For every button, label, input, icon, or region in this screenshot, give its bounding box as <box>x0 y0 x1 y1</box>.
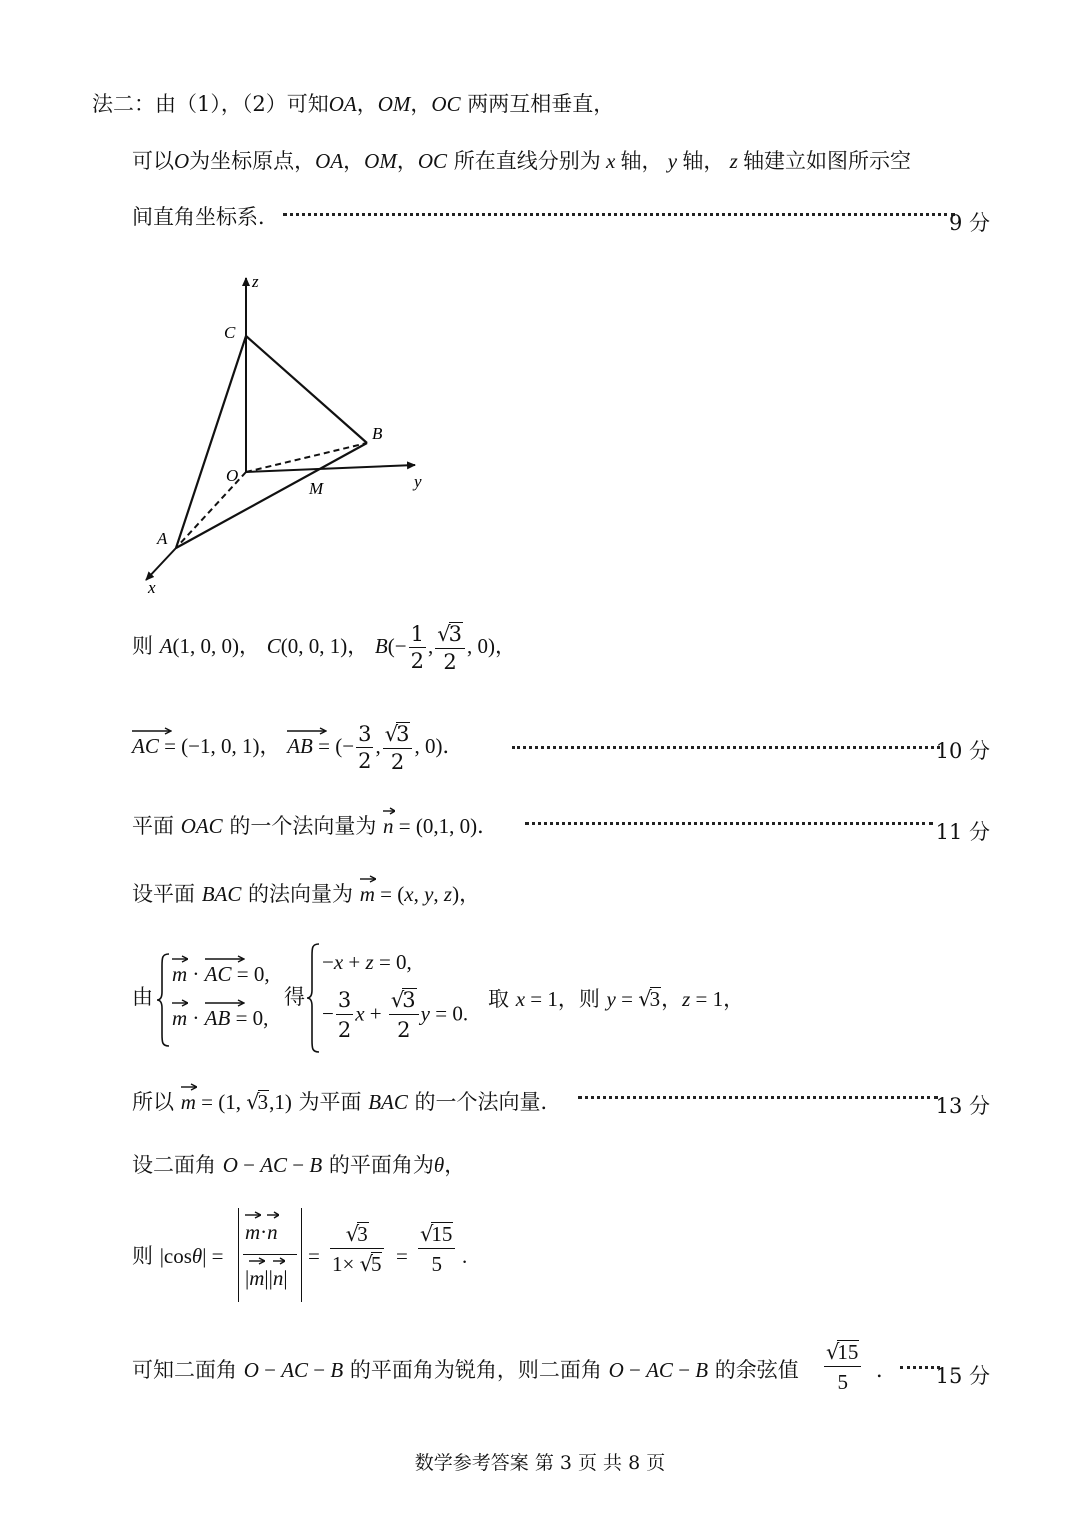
line-4: 则 A(1, 0, 0)， C(0, 0, 1)， B(− $\frac{1}{2}$ , $\frac{√3}{2}$ , 0)， <box>132 621 516 675</box>
score-15: 15 分 <box>935 1364 990 1388</box>
label-C: C <box>224 323 236 342</box>
line-9: 所以 m = (1, √3,1) 为平面 BAC 的一个法向量． <box>132 1090 562 1114</box>
leader-dots <box>578 1096 938 1099</box>
label-O: O <box>226 466 239 485</box>
line-5: AC = (−1, 0, 1)， AB = (− $\frac{3}{2}$ , $\frac{√3}{2}$ , 0)． <box>132 721 464 775</box>
label-x: x <box>148 578 156 597</box>
x-axis <box>146 548 176 580</box>
page-footer: 数学参考答案 第 3 页 共 8 页 <box>414 1452 666 1474</box>
line-10: 设二面角 O − AC − B 的平面角为θ， <box>132 1153 466 1177</box>
y-axis <box>246 465 415 472</box>
edge-CB <box>246 336 367 443</box>
label-M: M <box>309 479 324 498</box>
score-10: 10 分 <box>935 739 990 763</box>
line-3: 间直角坐标系． <box>132 205 279 229</box>
line-8: 由 m · AC = 0, m · AB = 0, 得 −x + z = 0, − $\frac{3}{2}$ x + $\frac{√3}{2}$ y = 0. 取 x = 1，则 y = √3，z = 1， <box>132 942 832 1054</box>
score-9: 9 分 <box>948 211 990 235</box>
leader-dots <box>283 213 955 216</box>
label-B: B <box>372 424 383 443</box>
label-z: z <box>252 272 259 291</box>
line-1: 法二：由（1），（2）可知OA，OM，OC 两两互相垂直， <box>92 92 615 116</box>
leader-dots <box>525 822 933 825</box>
label-A: A <box>157 529 168 548</box>
line-2: 可以O为坐标原点，OA，OM，OC 所在直线分别为 x 轴， y 轴， z 轴建立如图所示空 <box>132 149 912 173</box>
line-11: 则 |cosθ| = m ·n |m ||n | = $\frac{√3}{1\times √5}$ = $\frac{√15}{5}$ . <box>132 1208 732 1304</box>
score-11: 11 分 <box>935 820 990 844</box>
coordinate-figure <box>130 268 440 598</box>
line-6: 平面 OAC 的一个法向量为 n = (0,1, 0)． <box>132 816 498 837</box>
line-12: 可知二面角 O − AC − B 的平面角为锐角，则二面角 O − AC − B 的余弦值 $\frac{√15}{5}$ ． <box>132 1340 897 1395</box>
line-7: 设平面 BAC 的法向量为 m = (x, y, z)， <box>132 884 480 905</box>
score-13: 13 分 <box>935 1094 990 1118</box>
leader-dots <box>900 1366 940 1369</box>
leader-dots <box>512 746 940 749</box>
label-y: y <box>414 472 422 491</box>
